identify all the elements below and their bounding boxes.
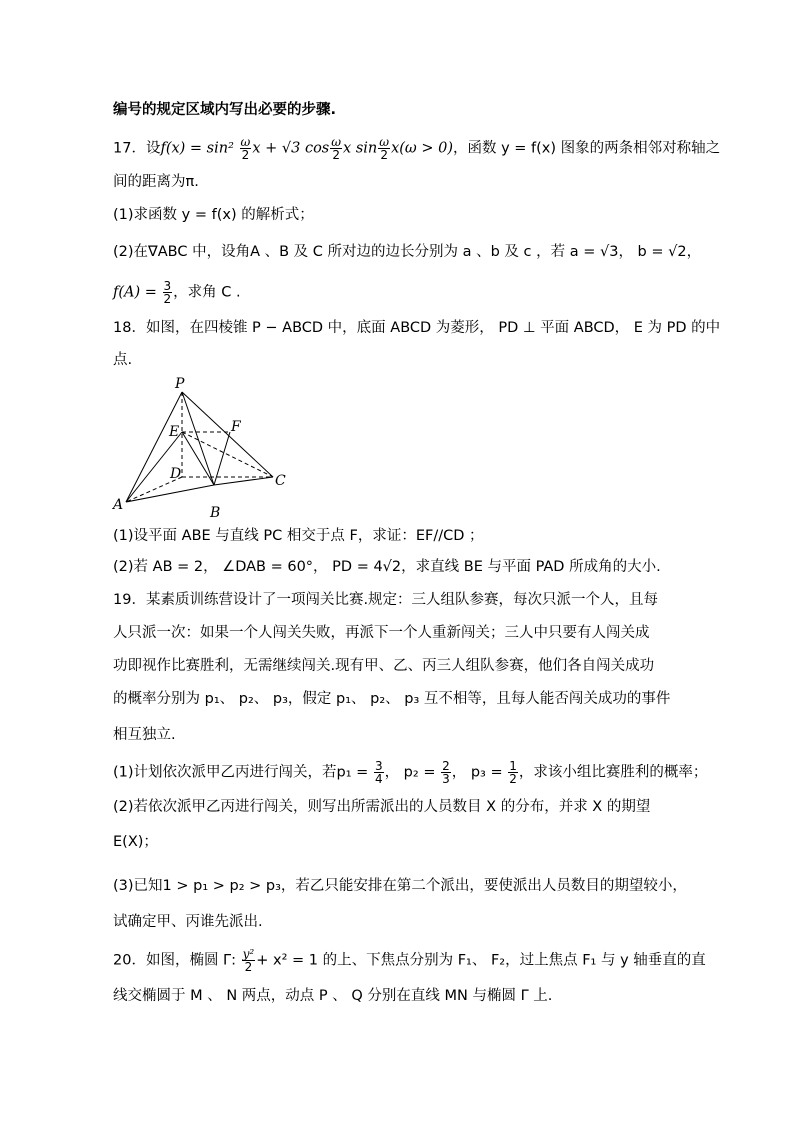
q18-line1: 18．如图，在四棱锥 P − ABCD 中，底面 ABCD 为菱形， PD ⊥ 平面 ABCD， E 为 PD 的中 bbox=[113, 320, 721, 336]
q17-fx: f(x) = sin² bbox=[160, 140, 239, 157]
fraction: $\frac{3}{4}$ bbox=[374, 759, 383, 786]
fraction: $\frac{\omega}{2}$ bbox=[331, 135, 342, 162]
edge-PC bbox=[182, 392, 273, 477]
q19-part2b: E(X)； bbox=[113, 834, 158, 850]
q18-part2: (2)若 AB = 2， ∠DAB = 60°， PD = 4√2，求直线 BE 与平面 PAD 所成角的大小. bbox=[113, 559, 661, 575]
q17-fA: f(A) = bbox=[113, 284, 162, 301]
q19-line2: 人只派一次：如果一个人闯关失败，再派下一个人重新闯关；三人中只要有人闯关成 bbox=[113, 625, 650, 641]
label-F: F bbox=[231, 419, 241, 435]
label-C: C bbox=[275, 473, 286, 489]
q20-line1-post: + x² = 1 的上、下焦点分别为 F₁、 F₂，过上焦点 F₁ 与 y 轴垂直的直 bbox=[256, 952, 706, 969]
section-instruction: 编号的规定区域内写出必要的步骤. bbox=[113, 102, 337, 118]
label-P: P bbox=[175, 376, 185, 392]
q17-part2: (2)在∇ABC 中，设角A 、B 及 C 所对边的边长分别为 a 、b 及 c ，若 a = √3， b = √2， bbox=[113, 244, 702, 260]
q19-part2: (2)若依次派甲乙丙进行闯关，则写出所需派出的人员数目 X 的分布，并求 X 的期望 bbox=[113, 799, 651, 815]
edge-PA bbox=[126, 392, 182, 502]
fraction: $\frac{\omega}{2}$ bbox=[379, 135, 390, 162]
q17-end: ，函数 y = f(x) 图象的两条相邻对称轴之 bbox=[452, 140, 721, 157]
label-E: E bbox=[169, 424, 180, 440]
q17-number: 17．设 bbox=[113, 140, 161, 157]
fraction: $\frac{3}{2}$ bbox=[163, 279, 172, 306]
q17-part2b bbox=[113, 280, 241, 305]
q19-part3: (3)已知1 > p₁ > p₂ > p₃，若乙只能安排在第二个派出，要使派出人员数目的期望较小， bbox=[113, 878, 687, 894]
q18-part1: (1)设平面 ABE 与直线 PC 相交于点 F，求证：EF//CD ； bbox=[113, 528, 484, 544]
edge-BC bbox=[214, 477, 273, 485]
q17-line2: 间的距离为π. bbox=[113, 174, 199, 190]
q19-line1: 19．某素质训练营设计了一项闯关比赛.规定：三人组队参赛，每次只派一个人，且每 bbox=[113, 592, 659, 608]
label-D: D bbox=[170, 466, 182, 482]
q17-part2b-post: ，求角 C . bbox=[173, 284, 241, 301]
q17-mid2: x sin bbox=[343, 140, 378, 157]
q19-part1-mid1: ， p₂ = bbox=[384, 764, 441, 781]
fraction: $\frac{\text{y²}}{2}$ bbox=[242, 947, 255, 974]
q19-line4: 的概率分别为 p₁、 p₂、 p₃，假定 p₁、 p₂、 p₃ 互不相等，且每人能否闯关成功的事件 bbox=[113, 691, 671, 707]
q19-part1-mid2: ， p₃ = bbox=[451, 764, 508, 781]
q17-part1: (1)求函数 y = f(x) 的解析式； bbox=[113, 207, 314, 223]
q19-line5: 相互独立. bbox=[113, 727, 176, 743]
q17-mid1: x + √3 cos bbox=[252, 140, 330, 157]
q19-part1 bbox=[113, 760, 707, 785]
q18-line2: 点. bbox=[113, 352, 133, 368]
q19-part1-pre: (1)计划依次派甲乙丙进行闯关，若p₁ = bbox=[113, 764, 373, 781]
fraction: $\frac{\omega}{2}$ bbox=[240, 135, 251, 162]
q20-line2: 线交椭圆于 M 、 N 两点，动点 P 、 Q 分别在直线 MN 与椭圆 Γ 上. bbox=[113, 988, 553, 1004]
q19-part1-post: ，求该小组比赛胜利的概率； bbox=[518, 764, 708, 781]
edge-AB bbox=[126, 485, 214, 502]
pyramid-figure bbox=[110, 372, 300, 522]
q20-line1 bbox=[113, 948, 706, 973]
q17-line1 bbox=[113, 136, 720, 161]
edge-PB bbox=[182, 392, 214, 485]
fraction: $\frac{1}{2}$ bbox=[509, 759, 517, 786]
q19-line3: 功即视作比赛胜利，无需继续闯关.现有甲、乙、丙三人组队参赛，他们各自闯关成功 bbox=[113, 658, 655, 674]
label-A: A bbox=[113, 497, 124, 513]
q20-line1-pre: 20．如图，椭圆 Γ: bbox=[113, 952, 241, 969]
q17-mid3: x(ω > 0) bbox=[391, 140, 453, 157]
fraction: $\frac{2}{3}$ bbox=[442, 759, 450, 786]
q19-part3b: 试确定甲、丙谁先派出. bbox=[113, 914, 263, 930]
label-B: B bbox=[210, 505, 221, 521]
